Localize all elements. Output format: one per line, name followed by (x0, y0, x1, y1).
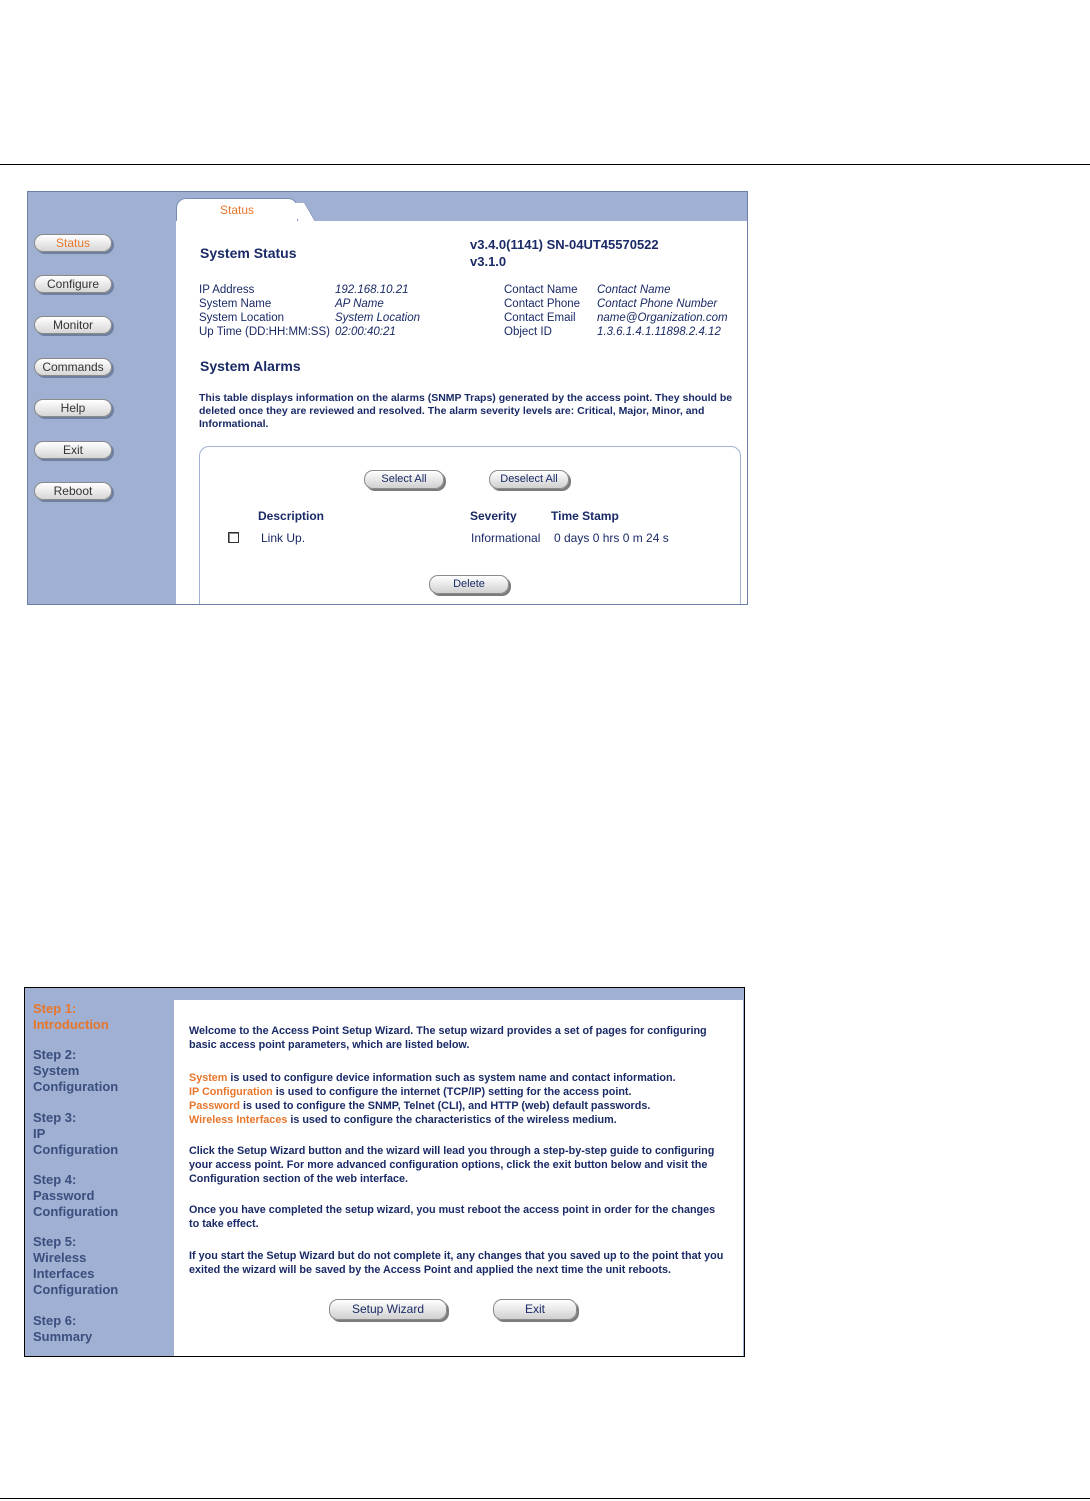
step-1-number: Step 1: (33, 1001, 77, 1016)
step-2-title-1: System (33, 1063, 80, 1078)
alarms-table-panel (199, 446, 741, 605)
password-description: is used to configure the SNMP, Telnet (CLI), and HTTP (web) default passwords. (240, 1100, 651, 1112)
column-description: Description (258, 509, 325, 523)
alarm-timestamp: 0 days 0 hrs 0 m 24 s (554, 531, 669, 545)
system-description: is used to configure device information such as system name and contact information. (227, 1072, 676, 1084)
system-name-value: AP Name (335, 298, 384, 310)
contact-name-value: Contact Name (597, 284, 671, 296)
deselect-all-button[interactable]: Deselect All (489, 470, 569, 489)
object-id-value: 1.3.6.1.4.1.11898.2.4.12 (597, 326, 721, 338)
step-4-title-2: Configuration (33, 1204, 119, 1219)
step-5-title-1: Wireless (33, 1250, 87, 1265)
footer-rule (0, 1498, 1090, 1499)
step-3-title-2: Configuration (33, 1142, 119, 1157)
step-4-title-1: Password (33, 1188, 95, 1203)
wizard-para-reboot: Once you have completed the setup wizard, you must reboot the access point in order for the changes to take effect. (189, 1204, 716, 1230)
step-1-introduction[interactable] (33, 1001, 109, 1033)
wizard-item-system (189, 1071, 734, 1085)
wizard-para-incomplete: If you start the Setup Wizard but do not complete it, any changes that you saved up to the point that you exited the wizard will be saved by the Access Point and applied the next time the unit reboots. (189, 1250, 724, 1276)
system-location-value: System Location (335, 312, 421, 324)
wizard-steps-sidebar (25, 988, 174, 1356)
nav-sidebar (28, 192, 176, 604)
select-all-button[interactable]: Select All (364, 470, 444, 489)
wizard-para-click: Click the Setup Wizard button and the wizard will lead you through a step-by-step guide to configuring your access point. For more advanced configuration options, click the exit button below and visit the Configuration section of the web interface. (189, 1145, 715, 1185)
nav-exit-button[interactable]: Exit (34, 441, 112, 459)
contact-phone-value: Contact Phone Number (597, 298, 718, 310)
system-alarms-title: System Alarms (200, 358, 301, 374)
step-5-wireless[interactable] (33, 1234, 118, 1298)
step-5-title-2: Interfaces (33, 1266, 95, 1281)
setup-wizard-button[interactable]: Setup Wizard (329, 1299, 447, 1320)
wizard-top-bar (174, 988, 745, 1000)
ip-configuration-link-text: IP Configuration (189, 1086, 273, 1098)
step-2-system[interactable] (33, 1047, 118, 1095)
step-2-title-2: Configuration (33, 1079, 119, 1094)
contact-email-value: name@Organization.com (597, 312, 728, 324)
ip-configuration-description: is used to configure the internet (TCP/IP) setting for the access point. (272, 1086, 632, 1098)
nav-monitor-button[interactable]: Monitor (34, 316, 112, 334)
step-3-number: Step 3: (33, 1110, 77, 1125)
step-6-number: Step 6: (33, 1313, 77, 1328)
bootloader-version: v3.1.0 (470, 254, 507, 269)
ip-address-label: IP Address (199, 284, 255, 296)
wizard-item-password (189, 1099, 734, 1113)
step-1-title: Introduction (33, 1017, 109, 1032)
status-content (176, 221, 748, 605)
delete-button[interactable]: Delete (429, 575, 509, 594)
ip-address-value: 192.168.10.21 (335, 284, 409, 296)
step-5-number: Step 5: (33, 1234, 77, 1249)
password-link-text: Password (189, 1100, 241, 1112)
column-timestamp: Time Stamp (551, 509, 619, 523)
step-4-number: Step 4: (33, 1172, 77, 1187)
wizard-content (174, 1000, 743, 1356)
contact-phone-label: Contact Phone (504, 298, 581, 310)
exit-button[interactable]: Exit (493, 1299, 577, 1320)
alarm-description: Link Up. (261, 531, 306, 545)
alarm-severity: Informational (471, 531, 541, 545)
firmware-version: v3.4.0(1141) SN-04UT45570522 (470, 237, 659, 252)
header-rule (0, 164, 1090, 165)
wizard-intro: Welcome to the Access Point Setup Wizard. The setup wizard provides a set of pages for configuring basic access point parameters, which are listed below. (189, 1025, 707, 1051)
contact-email-label: Contact Email (504, 312, 576, 324)
step-5-title-3: Configuration (33, 1282, 119, 1297)
wireless-interfaces-link-text: Wireless Interfaces (189, 1114, 288, 1126)
wireless-interfaces-description: is used to configure the characteristics of the wireless medium. (287, 1114, 617, 1126)
system-status-title: System Status (200, 245, 297, 261)
nav-reboot-button[interactable]: Reboot (34, 482, 112, 500)
setup-wizard-screenshot (24, 987, 745, 1357)
column-severity: Severity (470, 509, 517, 523)
object-id-label: Object ID (504, 326, 552, 338)
system-name-label: System Name (199, 298, 272, 310)
tab-status[interactable]: Status (176, 198, 298, 222)
alarms-description: This table displays information on the alarms (SNMP Traps) generated by the access point. They should be deleted once they are reviewed and resolved. The alarm severity levels are: Critical, Major, Minor, and Informational. (199, 392, 733, 430)
step-6-summary[interactable] (33, 1313, 92, 1345)
step-3-ip[interactable] (33, 1110, 118, 1158)
system-location-label: System Location (199, 312, 285, 324)
uptime-value: 02:00:40:21 (335, 326, 396, 338)
wizard-item-wireless (189, 1113, 734, 1127)
uptime-label: Up Time (DD:HH:MM:SS) (199, 326, 330, 338)
status-page-screenshot (27, 191, 748, 605)
step-3-title-1: IP (33, 1126, 46, 1141)
nav-commands-button[interactable]: Commands (34, 358, 112, 376)
step-4-password[interactable] (33, 1172, 118, 1220)
alarm-row-checkbox[interactable] (228, 532, 239, 543)
nav-help-button[interactable]: Help (34, 399, 112, 417)
wizard-item-ip (189, 1085, 734, 1099)
nav-configure-button[interactable]: Configure (34, 275, 112, 293)
system-link-text: System (189, 1072, 228, 1084)
step-6-title: Summary (33, 1329, 93, 1344)
contact-name-label: Contact Name (504, 284, 578, 296)
step-2-number: Step 2: (33, 1047, 77, 1062)
nav-status-button[interactable]: Status (34, 234, 112, 252)
